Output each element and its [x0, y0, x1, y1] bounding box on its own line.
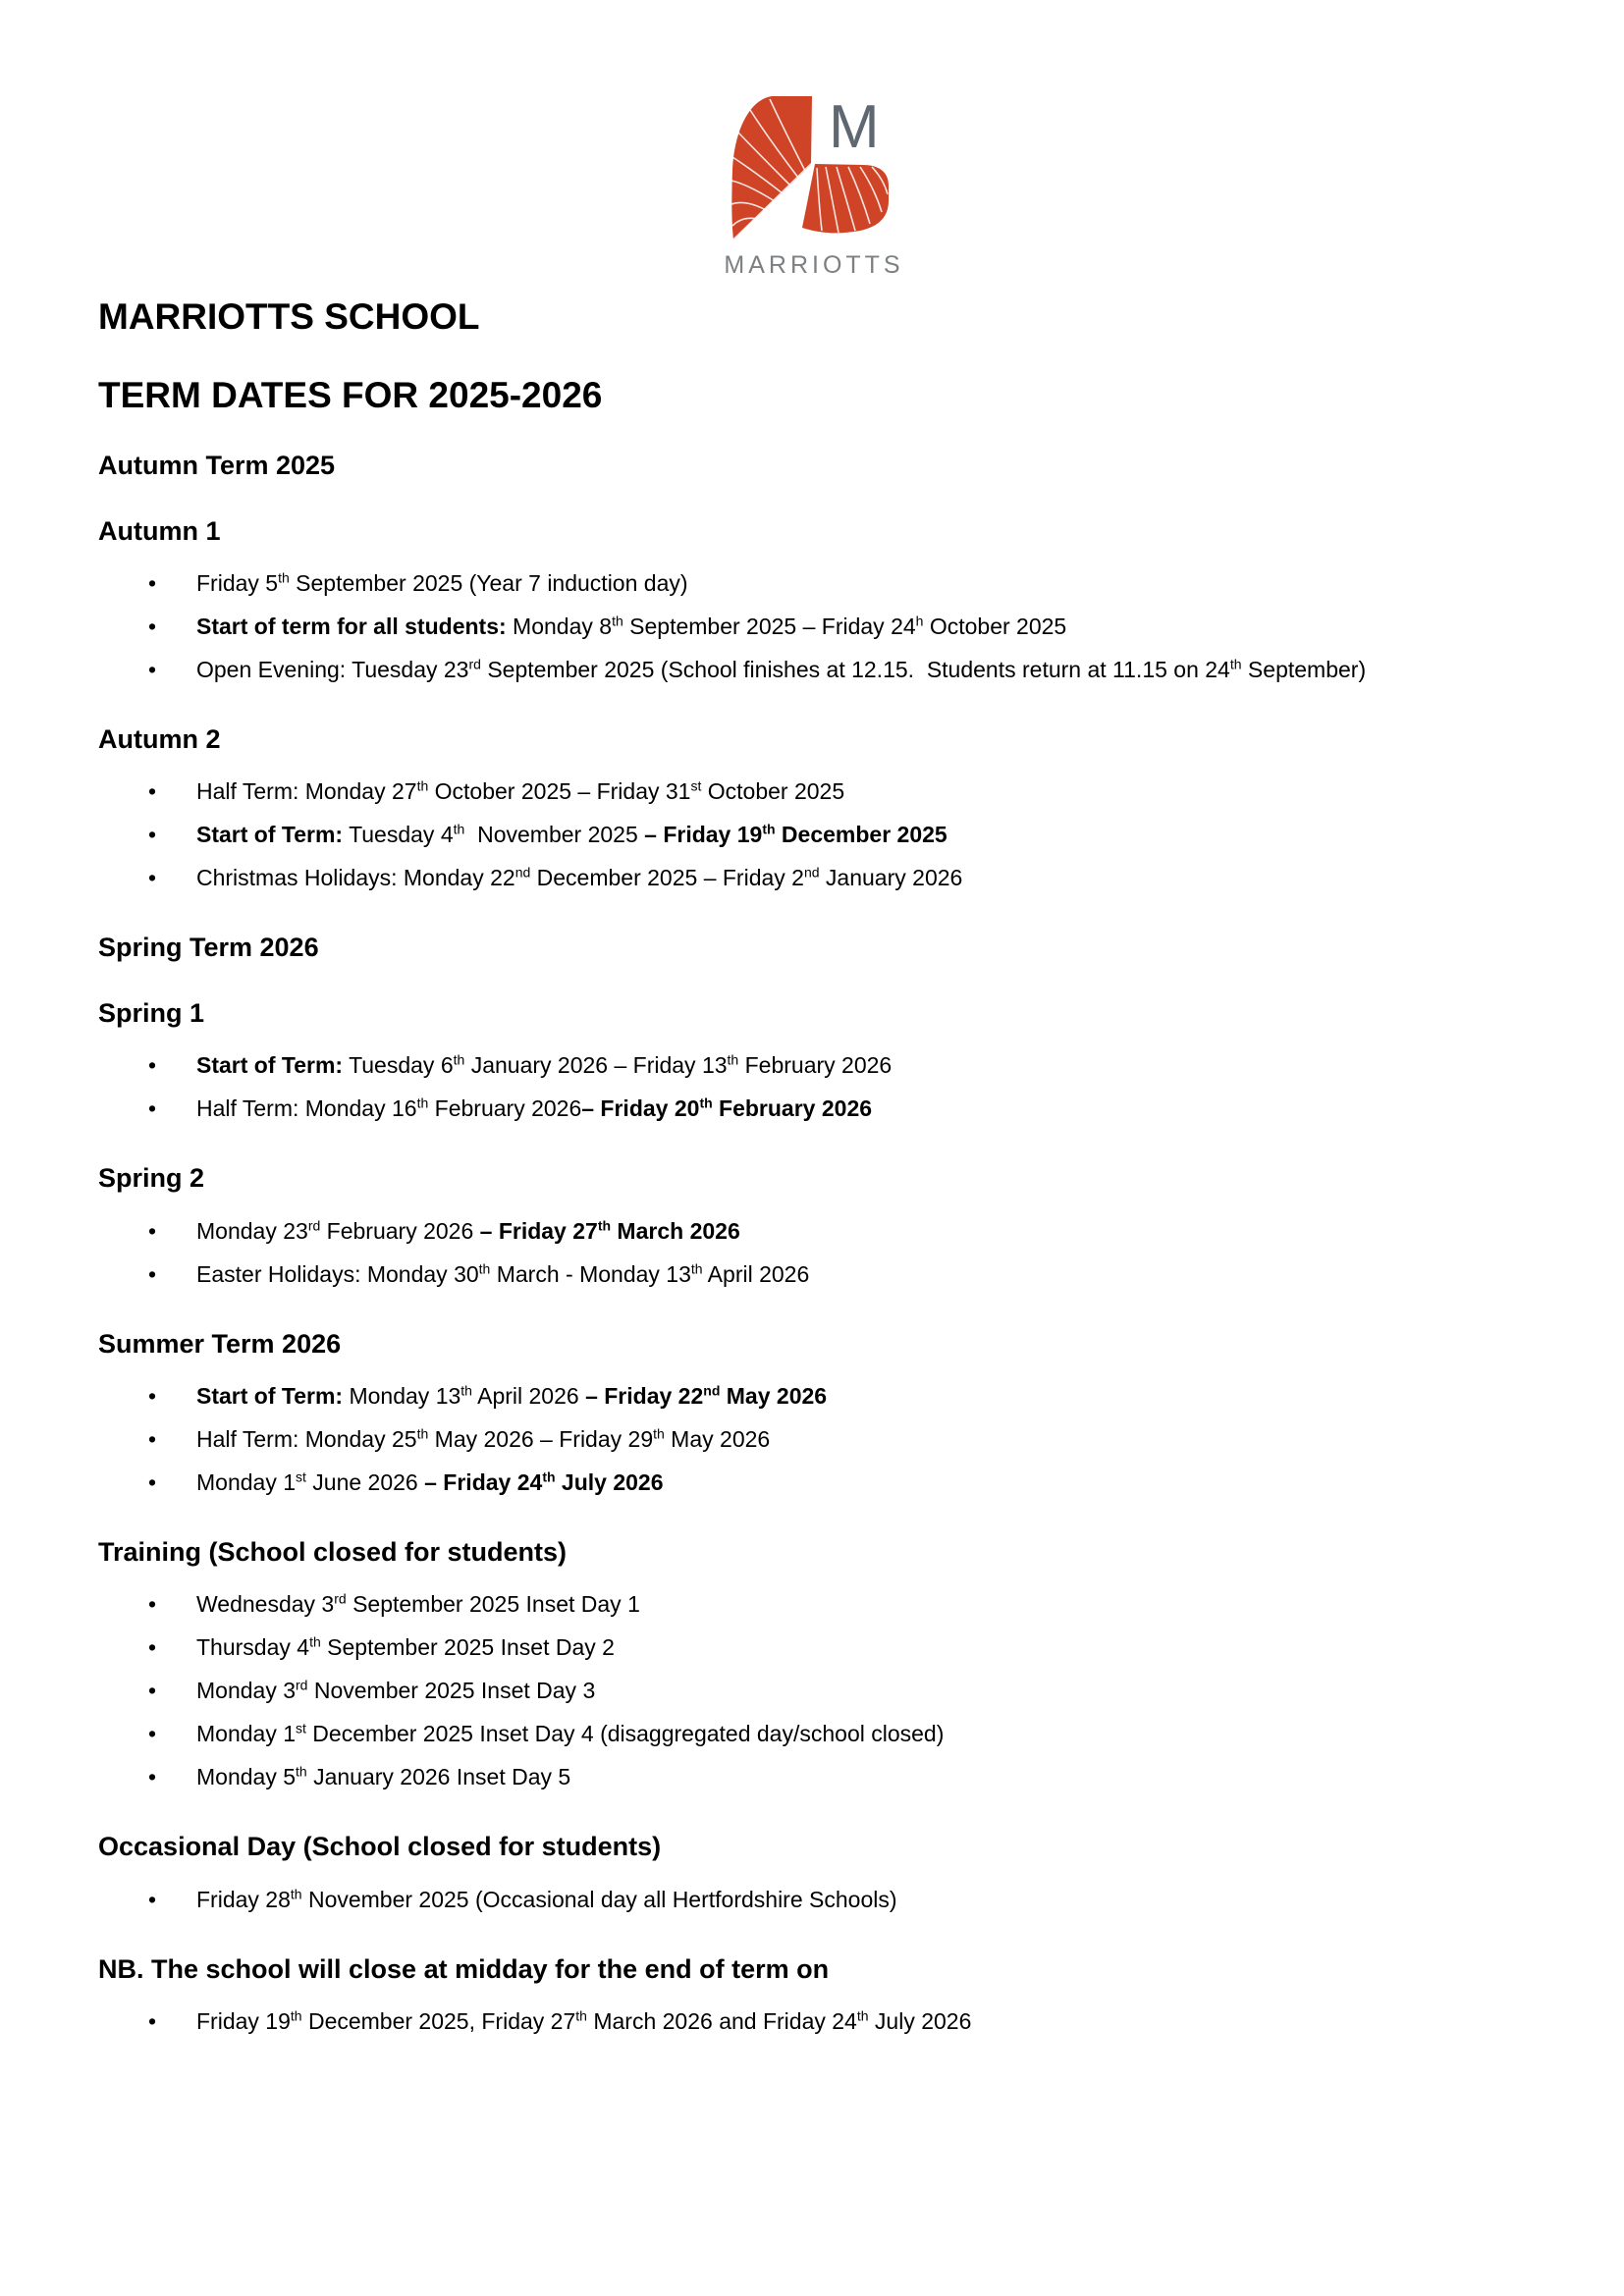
- term-section: [98, 1831, 1526, 1919]
- term-date-list: [98, 1880, 1526, 1920]
- section-heading: NB. The school will close at midday for the end of term on: [98, 1953, 830, 1984]
- term-date-list: [98, 2002, 1526, 2042]
- document-sections: [98, 450, 1526, 2042]
- section-heading: Spring Term 2026: [98, 933, 319, 963]
- term-date-item: • Monday 1st December 2025 Inset Day 4 (disaggregated day/school closed): [196, 1714, 1483, 1754]
- document-content: [98, 295, 1526, 2042]
- term-date-list: [98, 1045, 1526, 1129]
- logo-wordmark: MARRIOTTS: [724, 251, 904, 279]
- doc-title: TERM DATES FOR 2025-2026: [98, 374, 603, 415]
- section-heading: Autumn 1: [98, 515, 221, 546]
- term-date-item: • Monday 5th January 2026 Inset Day 5: [196, 1757, 1483, 1797]
- term-section: [98, 1953, 1526, 2042]
- term-date-item: • Start of term for all students: Monday 8th September 2025 – Friday 24$^h$ October 2025: [196, 607, 1483, 647]
- term-date-item: • Thursday 4th September 2025 Inset Day 2: [196, 1628, 1483, 1668]
- school-logo: [0, 0, 1624, 280]
- term-date-list: [98, 1584, 1526, 1797]
- term-section: [98, 1162, 1526, 1294]
- logo-m-letter: M: [829, 93, 880, 161]
- term-date-list: [98, 772, 1526, 898]
- term-section: [98, 515, 1526, 690]
- section-heading: Occasional Day (School closed for students): [98, 1832, 662, 1862]
- leaf-logo-icon: [731, 86, 893, 245]
- section-heading: Autumn Term 2025: [98, 451, 336, 481]
- term-date-item: • Monday 1st June 2026 – Friday 24th July 2026: [196, 1463, 1483, 1503]
- section-heading: Spring 1: [98, 997, 205, 1028]
- term-date-item: • Monday 3rd November 2025 Inset Day 3: [196, 1671, 1483, 1711]
- term-date-item: • Start of Term: Tuesday 4th November 2025 – Friday 19th December 2025: [196, 815, 1483, 855]
- term-section: [98, 450, 1526, 481]
- page-title: MARRIOTTS SCHOOL: [98, 296, 480, 337]
- term-date-item: • Half Term: Monday 25th May 2026 – Friday 29th May 2026: [196, 1419, 1483, 1460]
- term-date-item: • Half Term: Monday 16th February 2026– Friday 20th February 2026: [196, 1089, 1483, 1129]
- term-date-item: • Friday 19th December 2025, Friday 27th March 2026 and Friday 24th July 2026: [196, 2002, 1483, 2042]
- term-date-list: [98, 1376, 1526, 1503]
- term-date-item: • Friday 28th November 2025 (Occasional day all Hertfordshire Schools): [196, 1880, 1483, 1920]
- term-date-item: • Easter Holidays: Monday 30th March - Monday 13th April 2026: [196, 1255, 1483, 1295]
- term-date-item: • Friday 5th September 2025 (Year 7 induction day): [196, 563, 1483, 604]
- term-date-list: [98, 1211, 1526, 1295]
- term-date-item: • Start of Term: Tuesday 6th January 2026 – Friday 13th February 2026: [196, 1045, 1483, 1086]
- term-section: [98, 723, 1526, 898]
- term-section: [98, 1536, 1526, 1797]
- section-heading: Training (School closed for students): [98, 1537, 568, 1568]
- term-date-item: • Monday 23rd February 2026 – Friday 27th March 2026: [196, 1211, 1483, 1252]
- section-heading: Spring 2: [98, 1163, 205, 1194]
- term-section: [98, 932, 1526, 963]
- term-date-item: • Christmas Holidays: Monday 22nd December 2025 – Friday 2nd January 2026: [196, 858, 1483, 898]
- section-heading: Summer Term 2026: [98, 1328, 342, 1359]
- term-date-item: • Start of Term: Monday 13th April 2026 – Friday 22nd May 2026: [196, 1376, 1483, 1416]
- term-section: [98, 997, 1526, 1129]
- section-heading: Autumn 2: [98, 724, 221, 755]
- term-date-item: • Wednesday 3rd September 2025 Inset Day 1: [196, 1584, 1483, 1625]
- term-date-item: • Half Term: Monday 27th October 2025 – Friday 31st October 2025: [196, 772, 1483, 812]
- term-section: [98, 1328, 1526, 1503]
- term-date-item: • Open Evening: Tuesday 23rd September 2025 (School finishes at 12.15. Students return at 11.15 on 24th September): [196, 650, 1483, 690]
- term-date-list: [98, 563, 1526, 690]
